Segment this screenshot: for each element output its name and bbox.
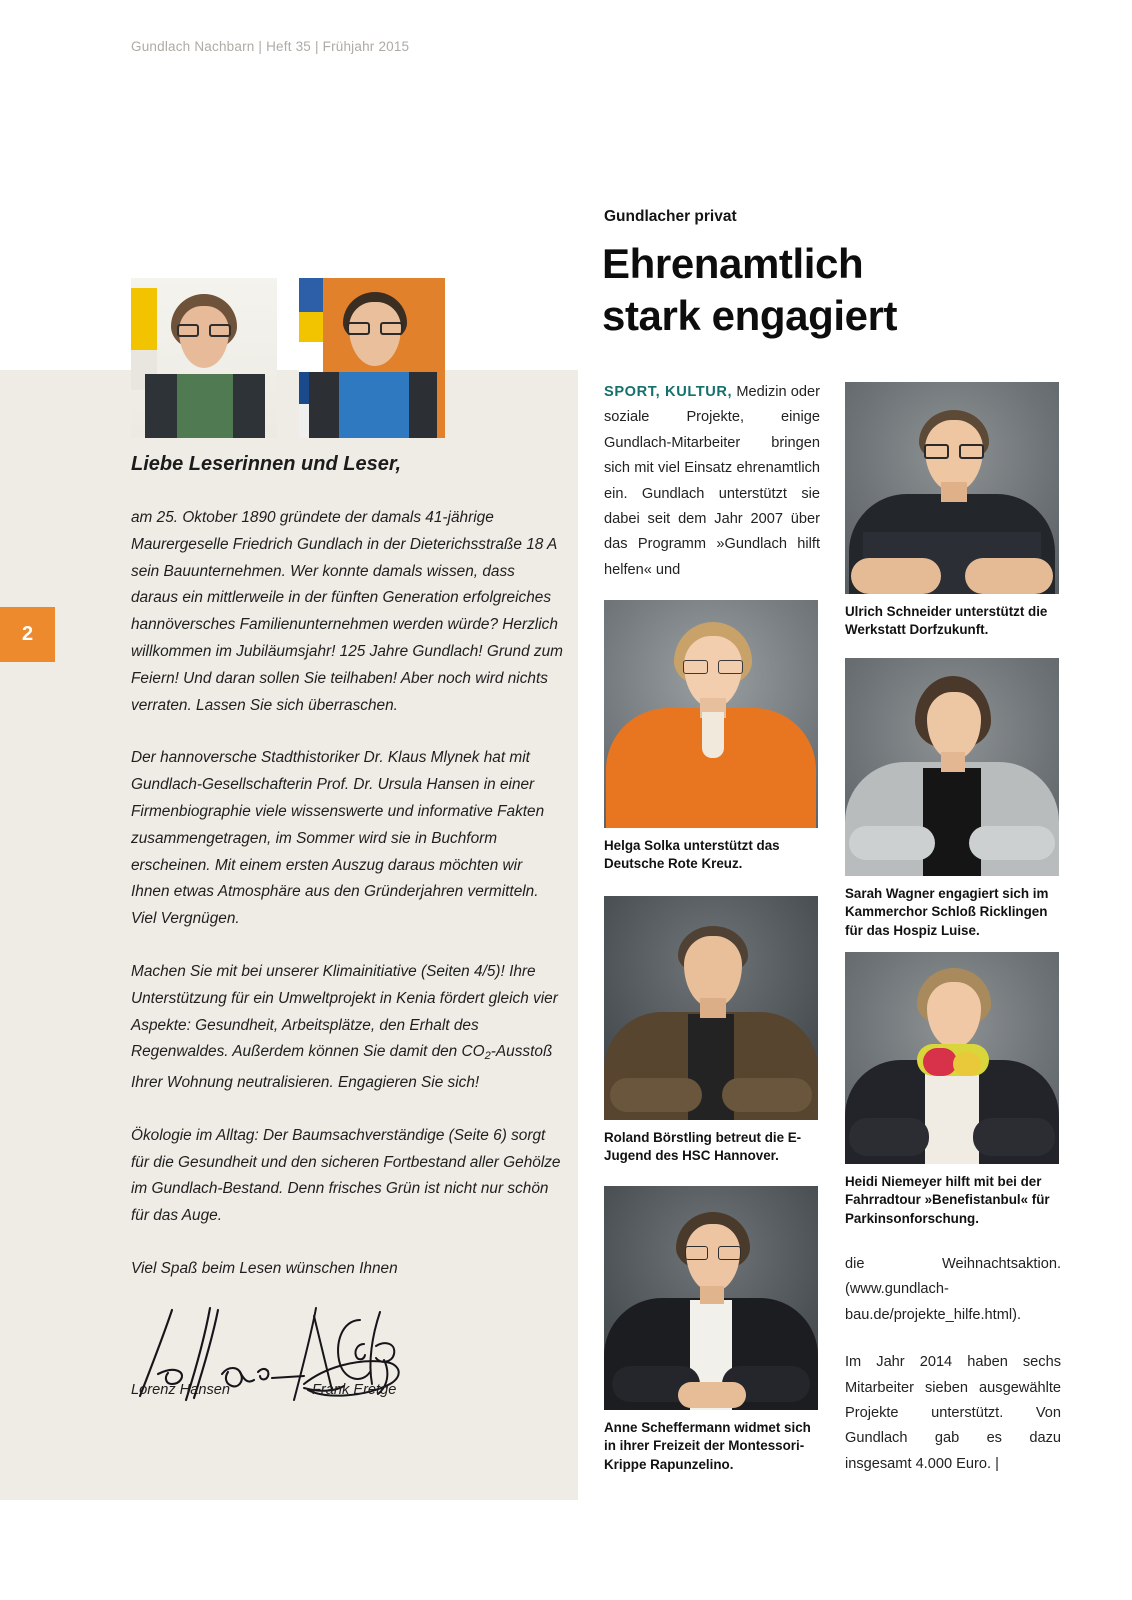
photo-roland-boerstling: [604, 896, 818, 1120]
editorial-salutation: Liebe Leserinnen und Leser,: [131, 453, 402, 475]
editorial-body: [131, 505, 563, 1283]
editorial-paragraph-5: Viel Spaß beim Lesen wünschen Ihnen: [131, 1259, 398, 1277]
photo-block-sarah-wagner: [845, 658, 1059, 940]
bottom-margin: [0, 1500, 578, 1600]
photo-heidi-niemeyer: [845, 952, 1059, 1164]
headline-line-1: Ehrenamtlich: [602, 240, 864, 287]
editorial-paragraph-3: Machen Sie mit bei unserer Klimainitiative (Seiten 4/5)! Ihre Unterstützung für ein Umweltprojekt in Kenia fördert gleich vier Aspekte: Gesundheit, Arbeitsplätze, den Erhalt des Regenwaldes. Außerdem können Sie damit den $CO_2$-Ausstoß Ihrer Wohnung neutralisieren. Engagieren Sie sich!: [131, 962, 558, 1091]
photo-anne-scheffermann: [604, 1186, 818, 1410]
editorial-paragraph-2: Der hannoversche Stadthistoriker Dr. Klaus Mlynek hat mit Gundlach-Gesellschafterin Prof. Dr. Ursula Hansen in einer Firmenbiographie viele wissenswerte und informative Fakten zusammengetragen, im Sommer wird sie in Buchform erscheinen. Mit einem ersten Auszug daraus möchten wir Ihnen etwas Atmosphäre aus den Gründerjahren vermitteln. Viel Vergnügen.: [131, 749, 545, 928]
portrait-lorenz-hansen: [131, 278, 277, 438]
article-continuation-2: Im Jahr 2014 haben sechs Mitarbeiter sieben ausgewählte Projekte unterstützt. Von Gundlach gab es dazu insgesamt 4.000 Euro. |: [845, 1354, 1061, 1472]
caption-helga-solka: Helga Solka unterstützt das Deutsche Rote Kreuz.: [604, 838, 780, 872]
photo-block-helga-solka: [604, 600, 818, 874]
photo-helga-solka: [604, 600, 818, 828]
editorial-portraits: [131, 278, 445, 438]
caption-ulrich-schneider: Ulrich Schneider unterstützt die Werkstatt Dorfzukunft.: [845, 604, 1048, 638]
photo-block-anne-scheffermann: [604, 1186, 818, 1474]
signatory-2-name: Frank Eretge: [311, 1382, 397, 1398]
running-head: Gundlach Nachbarn | Heft 35 | Frühjahr 2015: [131, 39, 410, 54]
caption-sarah-wagner: Sarah Wagner engagiert sich im Kammerchor Schloß Ricklingen für das Hospiz Luise.: [845, 886, 1049, 938]
photo-block-roland-boerstling: [604, 896, 818, 1166]
article-continuation-1: die Weihnachtsaktion. (www.gundlach-bau.de/projekte_hilfe.html).: [845, 1256, 1061, 1323]
headline-line-2: stark engagiert: [602, 292, 898, 339]
signature-names: [131, 1382, 461, 1398]
article-continuation: [845, 1252, 1061, 1477]
editorial-paragraph-1: am 25. Oktober 1890 gründete der damals 41-jährige Maurergeselle Friedrich Gundlach in der Dieterichsstraße 18 A sein Bauunternehmen. Wer konnte damals wissen, dass daraus ein mittlerweile in der fünften Generation erfolgreiches hannöversches Familienunternehmen werden würde? Herzlich willkommen im Jubiläumsjahr! 125 Jahre Gundlach! Grund zum Feiern! Und daran sollen Sie teilhaben! Aber noch wird nichts verraten. Lassen Sie sich überraschen.: [131, 509, 563, 714]
article-kicker: Gundlacher privat: [604, 208, 737, 225]
article-lead-words: SPORT, KULTUR,: [604, 384, 733, 400]
article-intro-rest: Medizin oder soziale Projekte, einige Gundlach-Mitarbeiter bringen sich mit viel Einsatz ehrenamtlich ein. Gundlach unterstützt sie dabei seit dem Jahr 2007 über das Programm »Gundlach hilft helfen« und: [604, 384, 821, 578]
caption-roland-boerstling: Roland Börstling betreut die E-Jugend des HSC Hannover.: [604, 1130, 802, 1164]
portrait-frank-eretge: [299, 278, 445, 438]
article-headline: [602, 238, 1022, 342]
article-intro: [604, 380, 820, 583]
page-number-badge: 2: [0, 607, 55, 662]
caption-anne-scheffermann: Anne Scheffermann widmet sich in ihrer Freizeit der Montessori-Krippe Rapunzelino.: [604, 1420, 811, 1472]
photo-block-ulrich-schneider: [845, 382, 1059, 640]
photo-block-heidi-niemeyer: [845, 952, 1059, 1228]
editorial-paragraph-4: Ökologie im Alltag: Der Baumsachverständige (Seite 6) sorgt für die Gesundheit und den sicheren Fortbestand aller Gehölze im Gundlach-Bestand. Denn frisches Grün ist nicht nur schön für das Auge.: [131, 1126, 561, 1225]
photo-sarah-wagner: [845, 658, 1059, 876]
signatory-1-name: Lorenz Hansen: [131, 1382, 230, 1398]
caption-heidi-niemeyer: Heidi Niemeyer hilft mit bei der Fahrradtour »Benefistanbul« für Parkinsonforschung.: [845, 1174, 1050, 1226]
photo-ulrich-schneider: [845, 382, 1059, 594]
